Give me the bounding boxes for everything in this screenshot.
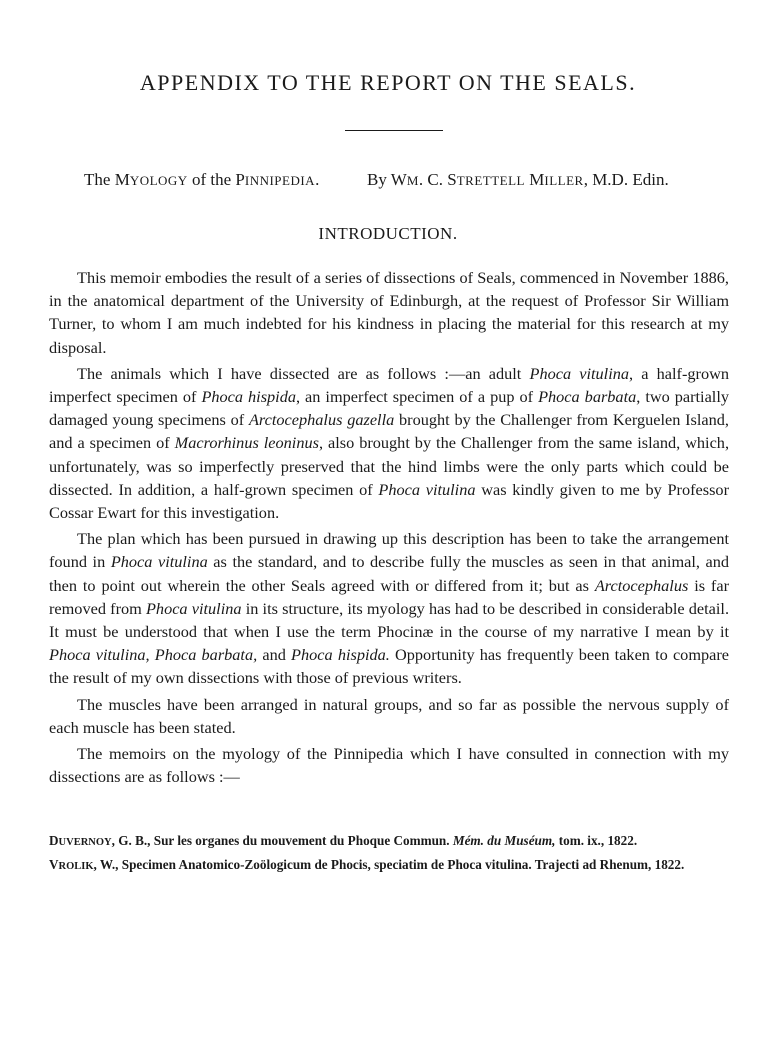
section-heading-introduction: INTRODUCTION. [318,224,458,243]
byline-subject-sc1-big: M [114,170,130,189]
page-title: APPENDIX TO THE REPORT ON THE SEALS. [139,70,637,95]
paragraph-3-text-1: The plan which has been pursued in drawing up this description has been to take the arrangement found in [49,529,729,572]
paragraph-2-species-4: Arctocephalus gazella [248,410,395,430]
byline-subject-sc1-small: YOLOGY [129,173,188,188]
paragraph-3-text-4: in its structure, its myology has had to be described in considerable detail. It must be understood that when I use the term Phocinæ in the course of my narrative I mean by it [49,598,730,642]
paragraph-3-species-4: Phoca vitulina, Phoca barbata, [49,645,258,665]
paragraph-3-species-2: Arctocephalus [594,575,689,595]
byline-subject-prefix: The [84,170,115,189]
reference-author-initial: D [49,833,59,848]
reference-item-duvernoy [49,830,739,854]
byline-author-mid1: . C. [418,170,448,189]
byline-author-sc1-big: W [390,170,407,189]
paragraph-2-text-7: was kindly given to me by Professor Cossar Ewart for this investigation. [49,479,729,523]
byline-author [367,170,669,190]
paragraph-2-species-6: Phoca vitulina [378,479,476,499]
references-list [49,830,739,878]
paragraph-2-text-6: , also brought by the Challenger from the same island, which, unfortunately, was so imperfectly preserved that the hind limbs were the only parts which could be dissected. In addition, a half-grown specimen of [49,433,730,499]
byline-subject [84,170,319,189]
paragraph-2-species-3: Phoca barbata [538,387,637,407]
paragraph-2-text-4: , two partially damaged young specimens of [49,387,729,430]
body-text [49,266,729,791]
byline-author-end: , M.D. Edin. [583,170,669,189]
byline-author-sc3-small: ILLER [544,173,584,188]
reference-author-rest: ROLIK [58,861,94,872]
paragraph-2-species-2: Phoca hispida [201,387,296,407]
paragraph-2-text-5: brought by the Challenger from Kerguelen Island, and a specimen of [49,410,729,453]
reference-details: , G. B., Sur les organes du mouvement du Phoque Commun. [111,833,453,848]
byline-subject-sc2-small: INNIPEDIA [244,173,316,188]
reference-item-vrolik [49,854,739,878]
byline-subject-sc2-big: P [235,170,245,189]
paragraph-3-text-5: and [257,645,292,665]
paragraph-2-text-3: , an imperfect specimen of a pup of [295,387,539,407]
byline-subject-end: . [315,170,320,189]
paragraph-3-text-6: Opportunity has frequently been taken to compare the result of my own dissections with those of previous writers. [49,645,729,688]
byline-author-prefix: By [367,170,391,189]
paragraph-3-species-3: Phoca vitulina [145,598,242,618]
byline-author-sc2-big: S [447,170,457,189]
paragraph-4: The muscles have been arranged in natural groups, and so far as possible the nervous supply of each muscle has been stated. [49,694,729,737]
byline [84,170,724,190]
reference-journal: Mém. du Muséum, [452,833,556,848]
reference-author-initial: V [49,857,59,872]
paragraph-3-species-5: Phoca hispida. [291,645,390,665]
paragraph-3-species-1: Phoca vitulina [110,552,208,572]
reference-tail: tom. ix., 1822. [555,833,638,848]
byline-author-sc3-big: M [529,170,545,189]
paragraph-2-text-2: , a half-grown imperfect specimen of [49,363,729,407]
byline-author-sc1-small: M [406,173,419,188]
reference-author-rest: UVERNOY [58,837,112,848]
reference-details: , W., Specimen Anatomico-Zoölogicum de Phocis, speciatim de Phoca vitulina. Trajecti ad Rhenum, 1822. [93,857,685,872]
paragraph-2-species-5: Macrorhinus leoninus [174,433,319,453]
paragraph-2 [49,362,729,524]
paragraph-2-text-1: The animals which I have dissected are as follows :—an adult [77,363,530,383]
paragraph-5: The memoirs on the myology of the Pinnipedia which I have consulted in connection with my dissections are as follows :— [49,744,729,787]
title-rule [345,130,443,131]
paragraph-2-species-1: Phoca vitulina [529,363,630,383]
paragraph-1: This memoir embodies the result of a series of dissections of Seals, commenced in November 1886, in the anatomical department of the University of Edinburgh, at the request of Professor Sir William Turner, to whom I am much indebted for his kindness in placing the material for this research at my disposal. [49,268,729,357]
byline-author-sc2-small: TRETTELL [456,173,525,188]
paragraph-3 [49,527,729,689]
byline-subject-mid: of the [187,170,236,189]
paragraph-3-text-3: is far removed from [49,575,729,618]
paragraph-3-text-2: as the standard, and to describe fully the muscles as seen in that animal, and then to point out wherein the other Seals agreed with or differed from it; but as [49,552,730,595]
